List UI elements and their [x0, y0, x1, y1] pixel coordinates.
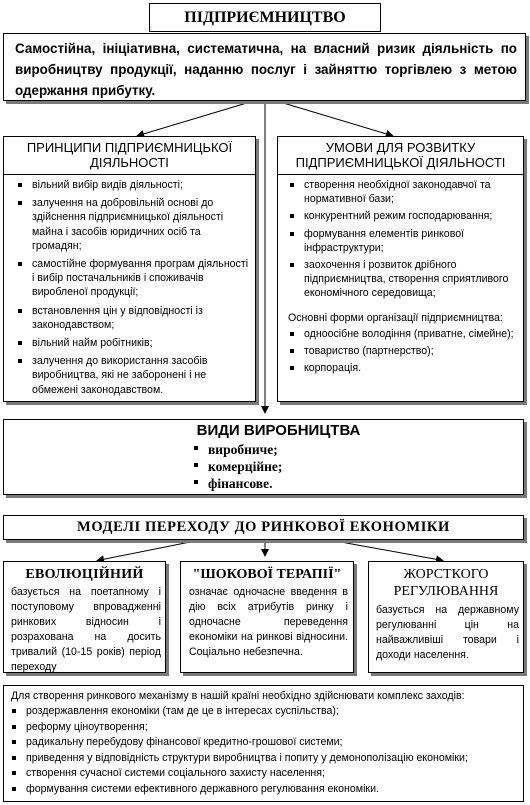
list-item: формування системи ефективного державного регулювання економіки. — [8, 782, 519, 798]
list-item: товариство (партнерство); — [286, 344, 519, 358]
list-item: вільний вибір видів діяльності; — [14, 178, 251, 192]
list-item: виробниче; — [190, 441, 523, 458]
entrepreneurship-definition-box — [3, 33, 526, 101]
list-item: встановлення цін у відповідності із законодавством; — [14, 304, 251, 332]
measures-list — [4, 704, 523, 797]
list-item: радикальну перебудову фінансової кредитно-грошової системи; — [8, 735, 519, 751]
model-shock-title: "ШОКОВОЇ ТЕРАПІЇ" — [192, 567, 342, 582]
list-item: комерційне; — [190, 458, 523, 475]
list-item: одноосібне володіння (приватне, сімейне); — [286, 327, 519, 341]
production-types-box — [3, 419, 524, 495]
measures-box — [3, 685, 524, 802]
production-types-title: ВИДИ ВИРОБНИЦТВА — [196, 422, 361, 439]
list-item: формування елементів ринкової інфраструктури; — [286, 227, 519, 255]
models-title: МОДЕЛІ ПЕРЕХОДУ ДО РИНКОВОЇ ЕКОНОМІКИ — [77, 519, 450, 535]
forms-list — [278, 327, 523, 376]
conditions-list — [278, 175, 523, 301]
measures-intro: Для створення ринкового механізму в нашій країні необхідно здійснювати комплекс заходів: — [11, 690, 465, 702]
model-evolutionary-text: базується на поетапному і поступовому впровадженні ринкових відносин і розрахована на досить тривалий (10-15 років) період переходу — [11, 586, 161, 673]
principles-list — [4, 175, 255, 397]
principles-box — [3, 136, 256, 402]
entrepreneurship-definition: Самостійна, ініціативна, систематична, на власний ризик діяльність по виробництву продукції, наданню послуг і зайняттю торгівлею з метою одержання прибутку. — [15, 41, 517, 98]
forms-title: Основні форми організації підприємництва: — [288, 311, 503, 324]
model-strict-title: ЖОРСТКОГО РЕГУЛЮВАННЯ — [393, 567, 499, 599]
list-item: вільний найм робітників; — [14, 336, 251, 350]
list-item: залучення до використання засобів виробництва, які не заборонені і не обмежені законодавством. — [14, 354, 251, 397]
entrepreneurship-title-box — [149, 3, 381, 32]
list-item: фінансове. — [190, 475, 523, 492]
entrepreneurship-title: ПІДПРИЄМНИЦТВО — [184, 9, 346, 26]
conditions-title: УМОВИ ДЛЯ РОЗВИТКУ ПІДПРИЄМНИЦЬКОЇ ДІЯЛЬНОСТІ — [278, 137, 523, 175]
list-item: самостійне формування програм діяльності і вибір постачальників і споживачів виробленої продукції; — [14, 257, 251, 300]
list-item: створення сучасної системи соціального захисту населення; — [8, 766, 519, 782]
model-evolutionary-box — [3, 561, 166, 673]
conditions-box — [277, 136, 524, 402]
models-title-box — [3, 515, 524, 540]
list-item: приведення у відповідність структури виробництва і попиту у демонополізацію економіки; — [8, 751, 519, 767]
model-shock-text: означає одночасне введення в дію всіх атрибутів ринку і одночасне переведення економіки на ринкові відносини. Соціально небезпечна. — [189, 586, 348, 658]
list-item: реформу ціноутворення; — [8, 720, 519, 736]
production-types-list — [4, 440, 523, 492]
list-item: заохочення і розвиток дрібного підприємництва, створення сприятливого економічного середовища; — [286, 258, 519, 301]
model-strict-text: базується на державному регулюванні цін на найважливіші товари і доходи населення. — [376, 604, 519, 661]
model-evolutionary-title: ЕВОЛЮЦІЙНИЙ — [25, 567, 144, 582]
list-item: залучення на добровільній основі до здійснення підприємницької діяльності майна і засобів юридичних осіб та громадян; — [14, 196, 251, 253]
principles-title: ПРИНЦИПИ ПІДПРИЄМНИЦЬКОЇ ДІЯЛЬНОСТІ — [4, 137, 255, 175]
list-item: конкурентний режим господарювання; — [286, 209, 519, 223]
model-strict-box — [368, 561, 524, 673]
list-item: роздержавлення економіки (там де це в інтересах суспільства); — [8, 704, 519, 720]
model-shock-box — [180, 561, 354, 673]
list-item: створення необхідної законодавчої та нормативної бази; — [286, 178, 519, 206]
list-item: корпорація. — [286, 361, 519, 375]
